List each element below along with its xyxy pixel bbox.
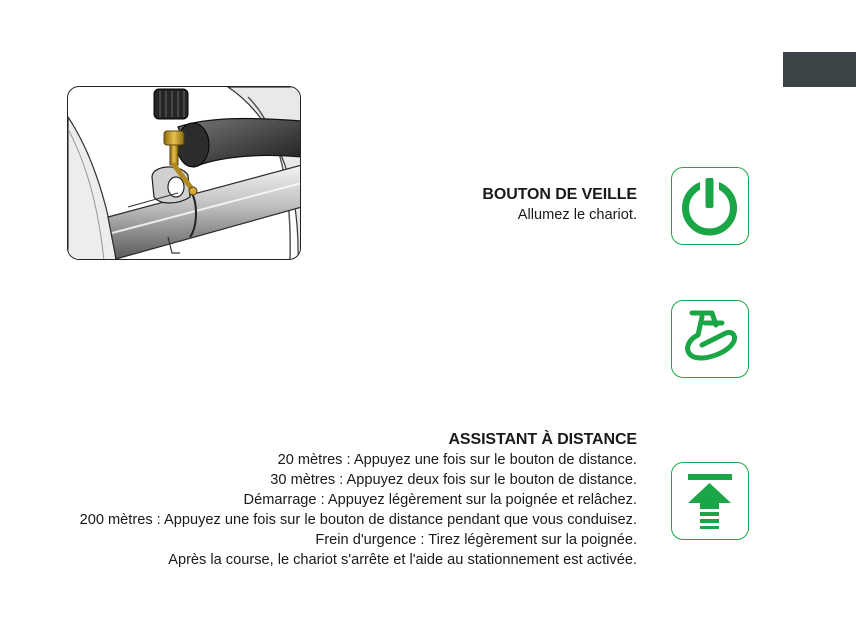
remote-assistant-title: ASSISTANT À DISTANCE [448, 431, 637, 448]
power-icon [672, 168, 747, 243]
distance-button-icon-box [671, 462, 749, 540]
handle-illustration [67, 86, 301, 260]
distance-up-icon [672, 463, 747, 538]
remote-assistant-line: 30 mètres : Appuyez deux fois sur le bouton de distance. [270, 472, 637, 488]
remote-assistant-line: 20 mètres : Appuyez une fois sur le bouton de distance. [277, 452, 637, 468]
handle-icon [672, 301, 747, 376]
power-button-icon-box [671, 167, 749, 245]
standby-section [482, 185, 637, 225]
handle-icon-box [671, 300, 749, 378]
standby-title: BOUTON DE VEILLE [482, 186, 637, 203]
remote-assistant-line: Démarrage : Appuyez légèrement sur la poignée et relâchez. [243, 492, 637, 508]
standby-description: Allumez le chariot. [517, 207, 637, 223]
page-tab-marker [783, 52, 856, 87]
remote-assistant-line: Frein d'urgence : Tirez légèrement sur la poignée. [315, 532, 637, 548]
remote-assistant-line: 200 mètres : Appuyez une fois sur le bouton de distance pendant que vous conduisez. [79, 512, 637, 528]
remote-assistant-section [80, 430, 637, 570]
remote-assistant-line: Après la course, le chariot s'arrête et l'aide au stationnement est activée. [168, 552, 637, 568]
